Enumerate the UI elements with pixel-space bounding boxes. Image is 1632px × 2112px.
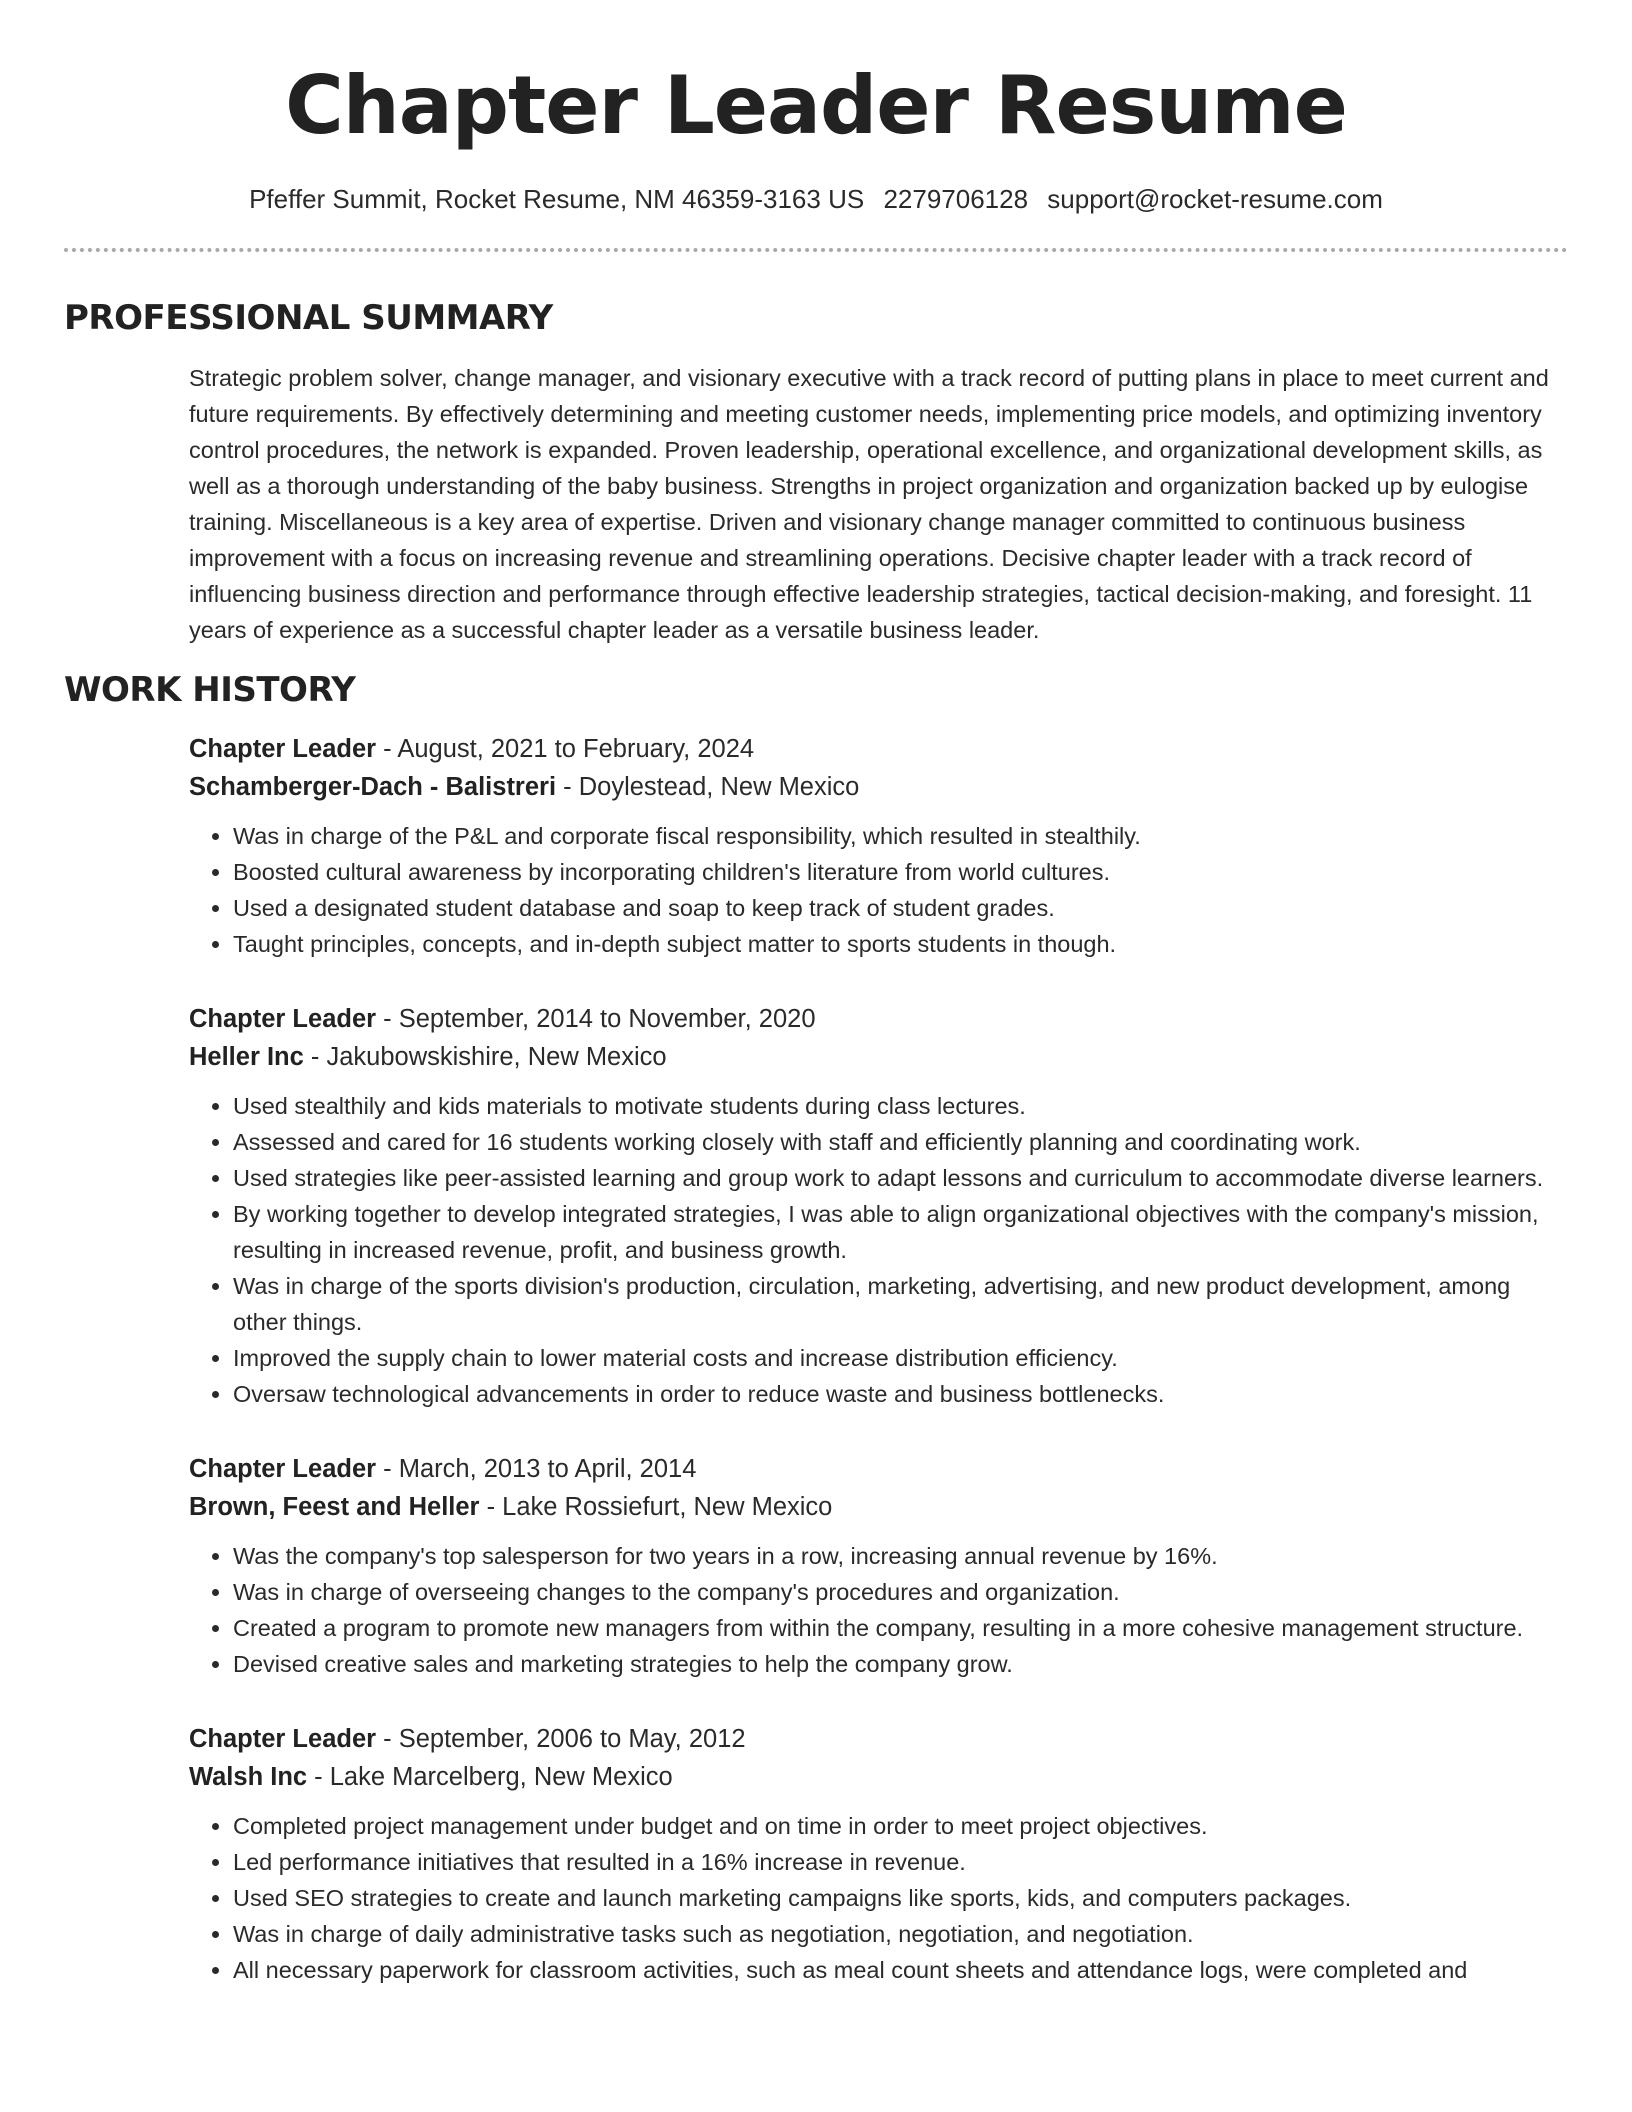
- list-item: • Assessed and cared for 16 students working closely with staff and efficiently planning and coordinating work.: [233, 1124, 1568, 1160]
- work-history-heading: WORK HISTORY: [64, 670, 356, 710]
- resume-page: [64, 0, 1568, 2026]
- list-item: • Improved the supply chain to lower material costs and increase distribution efficiency.: [233, 1340, 1568, 1376]
- list-item: • Boosted cultural awareness by incorporating children's literature from world cultures.: [233, 854, 1568, 890]
- list-item: • Used stealthily and kids materials to motivate students during class lectures.: [233, 1088, 1568, 1124]
- job-role: Chapter Leader: [189, 735, 377, 763]
- list-item: • Taught principles, concepts, and in-depth subject matter to sports students in though.: [233, 926, 1568, 962]
- resume-title: Chapter Leader Resume: [285, 59, 1347, 152]
- list-item: • Used a designated student database and soap to keep track of student grades.: [233, 890, 1568, 926]
- job-location: - Lake Marcelberg, New Mexico: [307, 1763, 673, 1791]
- job-location: - Jakubowskishire, New Mexico: [303, 1043, 667, 1071]
- job-dates: - September, 2014 to November, 2020: [376, 1005, 816, 1033]
- list-item: • Was in charge of overseeing changes to the company's procedures and organization.: [233, 1574, 1568, 1610]
- contact-line: [64, 182, 1568, 216]
- job-role: Chapter Leader: [189, 1725, 377, 1753]
- job-role-line: [189, 1720, 1568, 1758]
- summary-heading: PROFESSIONAL SUMMARY: [64, 298, 553, 338]
- job-company: Brown, Feest and Heller: [189, 1493, 480, 1521]
- job-role: Chapter Leader: [189, 1005, 377, 1033]
- list-item: • Devised creative sales and marketing strategies to help the company grow.: [233, 1646, 1568, 1682]
- list-item: • Was in charge of the sports division's production, circulation, marketing, advertising, and new product development, among other things.: [233, 1268, 1568, 1340]
- job-company-line: [189, 768, 1568, 806]
- contact-email: support@rocket-resume.com: [1047, 184, 1383, 214]
- list-item: • Was in charge of the P&L and corporate fiscal responsibility, which resulted in stealthily.: [233, 818, 1568, 854]
- job-company-line: [189, 1038, 1568, 1076]
- job-company-line: [189, 1758, 1568, 1796]
- contact-phone: 2279706128: [883, 184, 1029, 214]
- job-company: Heller Inc: [189, 1043, 304, 1071]
- list-item: • Created a program to promote new managers from within the company, resulting in a more cohesive management structure.: [233, 1610, 1568, 1646]
- job-bullets: [189, 1538, 1568, 1682]
- list-item: • Was in charge of daily administrative tasks such as negotiation, negotiation, and negotiation.: [233, 1916, 1568, 1952]
- job-company: Walsh Inc: [189, 1763, 308, 1791]
- list-item: • By working together to develop integrated strategies, I was able to align organizational objectives with the company's mission, resulting in increased revenue, profit, and business growth.: [233, 1196, 1568, 1268]
- contact-address: Pfeffer Summit, Rocket Resume, NM 46359-3163 US: [249, 184, 865, 214]
- job-company-line: [189, 1488, 1568, 1526]
- job-entry: [189, 730, 1568, 962]
- job-bullets: [189, 818, 1568, 962]
- job-bullets: [189, 1088, 1568, 1412]
- job-role-line: [189, 730, 1568, 768]
- job-role: Chapter Leader: [189, 1455, 377, 1483]
- job-bullets: [189, 1808, 1568, 1988]
- list-item: • Used strategies like peer-assisted learning and group work to adapt lessons and curriculum to accommodate diverse learners.: [233, 1160, 1568, 1196]
- header-divider: [64, 248, 1568, 252]
- job-dates: - September, 2006 to May, 2012: [376, 1725, 746, 1753]
- job-entry: [189, 1000, 1568, 1412]
- job-location: - Doylestead, New Mexico: [556, 773, 860, 801]
- list-item: • Was the company's top salesperson for two years in a row, increasing annual revenue by 16%.: [233, 1538, 1568, 1574]
- job-role-line: [189, 1450, 1568, 1488]
- job-entry: [189, 1720, 1568, 1988]
- job-dates: - March, 2013 to April, 2014: [376, 1455, 697, 1483]
- list-item: • Completed project management under budget and on time in order to meet project objectives.: [233, 1808, 1568, 1844]
- summary-text: Strategic problem solver, change manager, and visionary executive with a track record of putting plans in place to meet current and future requirements. By effectively determining and meeting customer needs, implementing price models, and optimizing inventory control procedures, the network is expanded. Proven leadership, operational excellence, and organizational development skills, as well as a thorough understanding of the baby business. Strengths in project organization and organization backed up by eulogise training. Miscellaneous is a key area of expertise. Driven and visionary change manager committed to continuous business improvement with a focus on increasing revenue and streamlining operations. Decisive chapter leader with a track record of influencing business direction and performance through effective leadership strategies, tactical decision-making, and foresight. 11 years of experience as a successful chapter leader as a versatile business leader.: [189, 365, 1549, 643]
- list-item: • Oversaw technological advancements in order to reduce waste and business bottlenecks.: [233, 1376, 1568, 1412]
- job-entry: [189, 1450, 1568, 1682]
- job-role-line: [189, 1000, 1568, 1038]
- list-item: • Used SEO strategies to create and launch marketing campaigns like sports, kids, and computers packages.: [233, 1880, 1568, 1916]
- list-item: • Led performance initiatives that resulted in a 16% increase in revenue.: [233, 1844, 1568, 1880]
- list-item: • All necessary paperwork for classroom activities, such as meal count sheets and attendance logs, were completed and: [233, 1952, 1568, 1988]
- job-company: Schamberger-Dach - Balistreri: [189, 773, 557, 801]
- job-dates: - August, 2021 to February, 2024: [376, 735, 755, 763]
- work-history-list: [189, 730, 1568, 1988]
- job-location: - Lake Rossiefurt, New Mexico: [479, 1493, 833, 1521]
